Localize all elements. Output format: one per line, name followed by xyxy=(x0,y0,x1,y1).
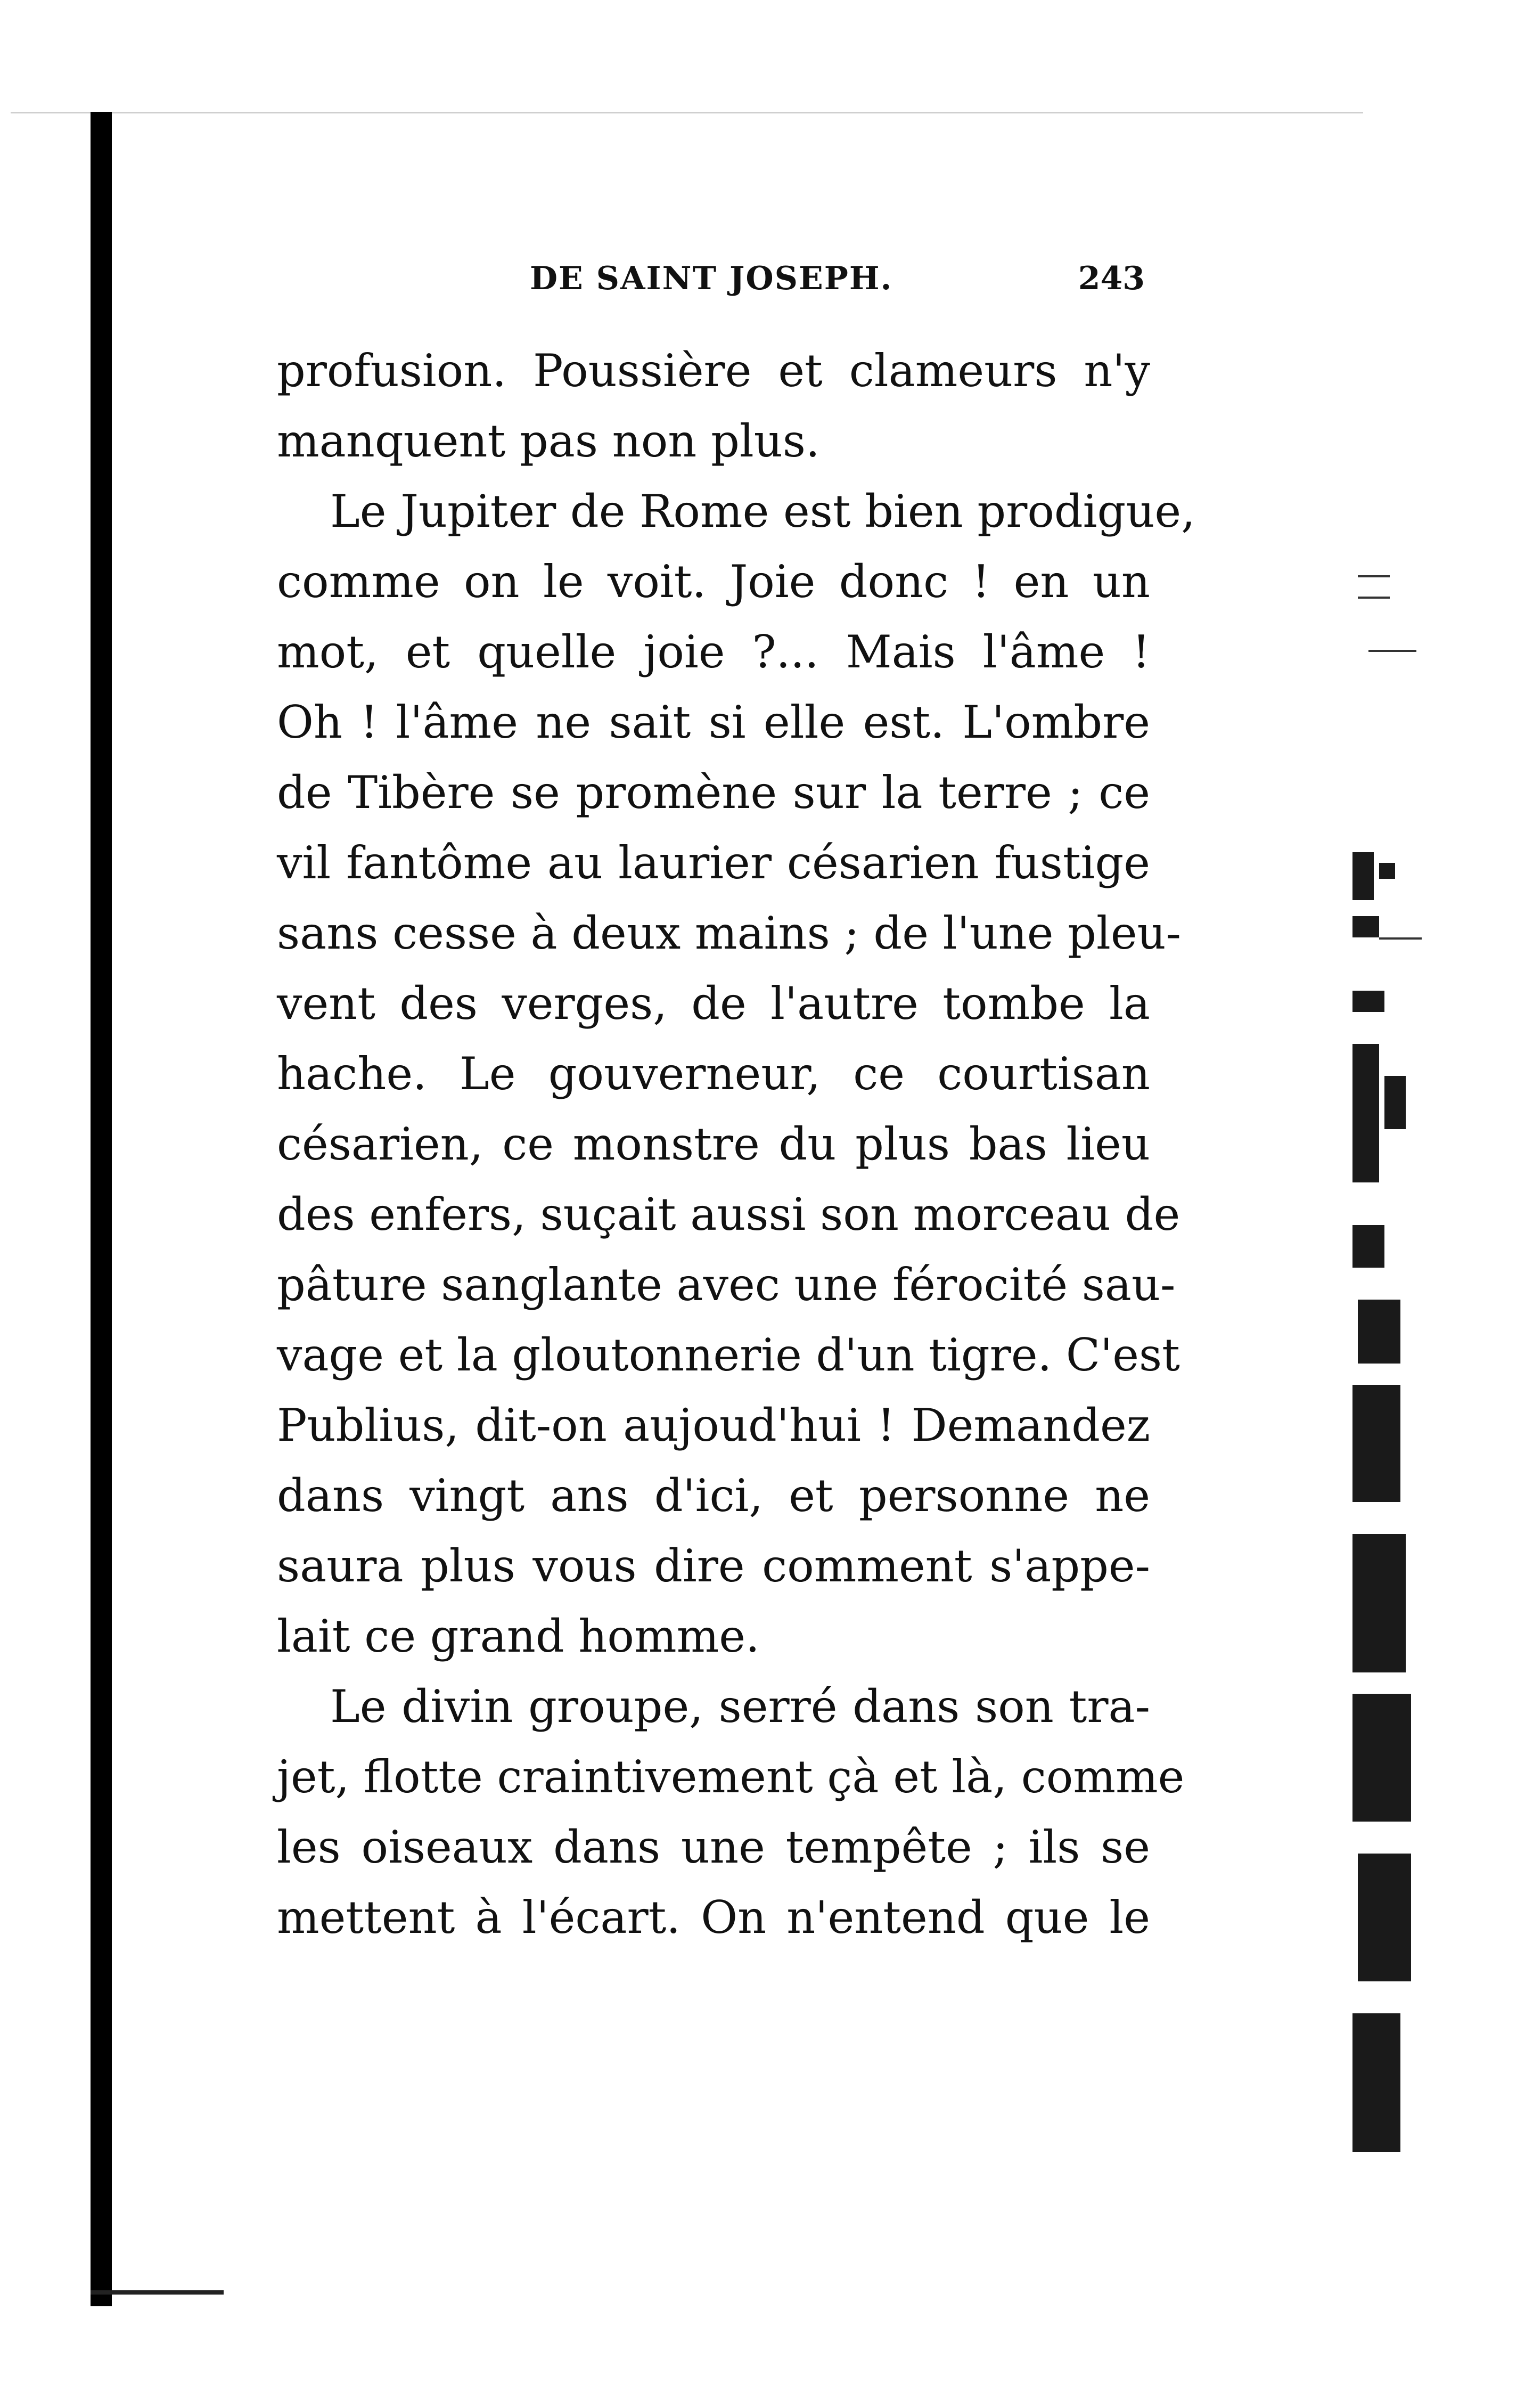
text-line: les oiseaux dans une tempête ; ils se xyxy=(277,1821,1150,1873)
text-line: hache. Le gouverneur, ce courtisan xyxy=(277,1048,1150,1100)
text-line: mettent à l'écart. On n'entend que le xyxy=(277,1891,1150,1944)
text-line: sans cesse à deux mains ; de l'une pleu- xyxy=(277,907,1182,959)
text-line: de Tibère se promène sur la terre ; ce xyxy=(277,766,1150,819)
body-text xyxy=(277,336,1195,1953)
text-line: lait ce grand homme. xyxy=(277,1610,760,1662)
binding-foot-shadow xyxy=(91,2290,224,2295)
text-line: vent des verges, de l'autre tombe la xyxy=(277,977,1150,1030)
text-line: des enfers, suçait aussi son morceau de xyxy=(277,1188,1181,1240)
text-line: vil fantôme au laurier césarien fustige xyxy=(277,837,1150,889)
text-line: manquent pas non plus. xyxy=(277,415,820,467)
text-line: Oh ! l'âme ne sait si elle est. L'ombre xyxy=(277,696,1150,748)
text-line: pâture sanglante avec une férocité sau- xyxy=(277,1259,1176,1311)
text-line: dans vingt ans d'ici, et personne ne xyxy=(277,1470,1150,1522)
page-number: 243 xyxy=(1078,260,1145,297)
running-head xyxy=(280,260,1145,303)
text-line: mot, et quelle joie ?... Mais l'âme ! xyxy=(277,626,1150,678)
text-line: jet, flotte craintivement çà et là, comme xyxy=(277,1751,1185,1803)
scan-artifact-strip xyxy=(1347,575,1432,2173)
text-line: Le divin groupe, serré dans son tra- xyxy=(330,1680,1150,1733)
running-title: DE SAINT JOSEPH. xyxy=(530,260,893,297)
scan-top-edge xyxy=(11,112,1363,113)
text-line: vage et la gloutonnerie d'un tigre. C'est xyxy=(277,1329,1180,1381)
text-line: comme on le voit. Joie donc ! en un xyxy=(277,556,1150,608)
text-line: profusion. Poussière et clameurs n'y xyxy=(277,345,1150,397)
text-line: saura plus vous dire comment s'appe- xyxy=(277,1540,1150,1592)
binding-shadow xyxy=(91,112,112,2306)
text-line: césarien, ce monstre du plus bas lieu xyxy=(277,1118,1150,1170)
text-line: Le Jupiter de Rome est bien prodigue, xyxy=(330,485,1195,537)
text-line: Publius, dit-on aujoud'hui ! Demandez xyxy=(277,1399,1150,1451)
